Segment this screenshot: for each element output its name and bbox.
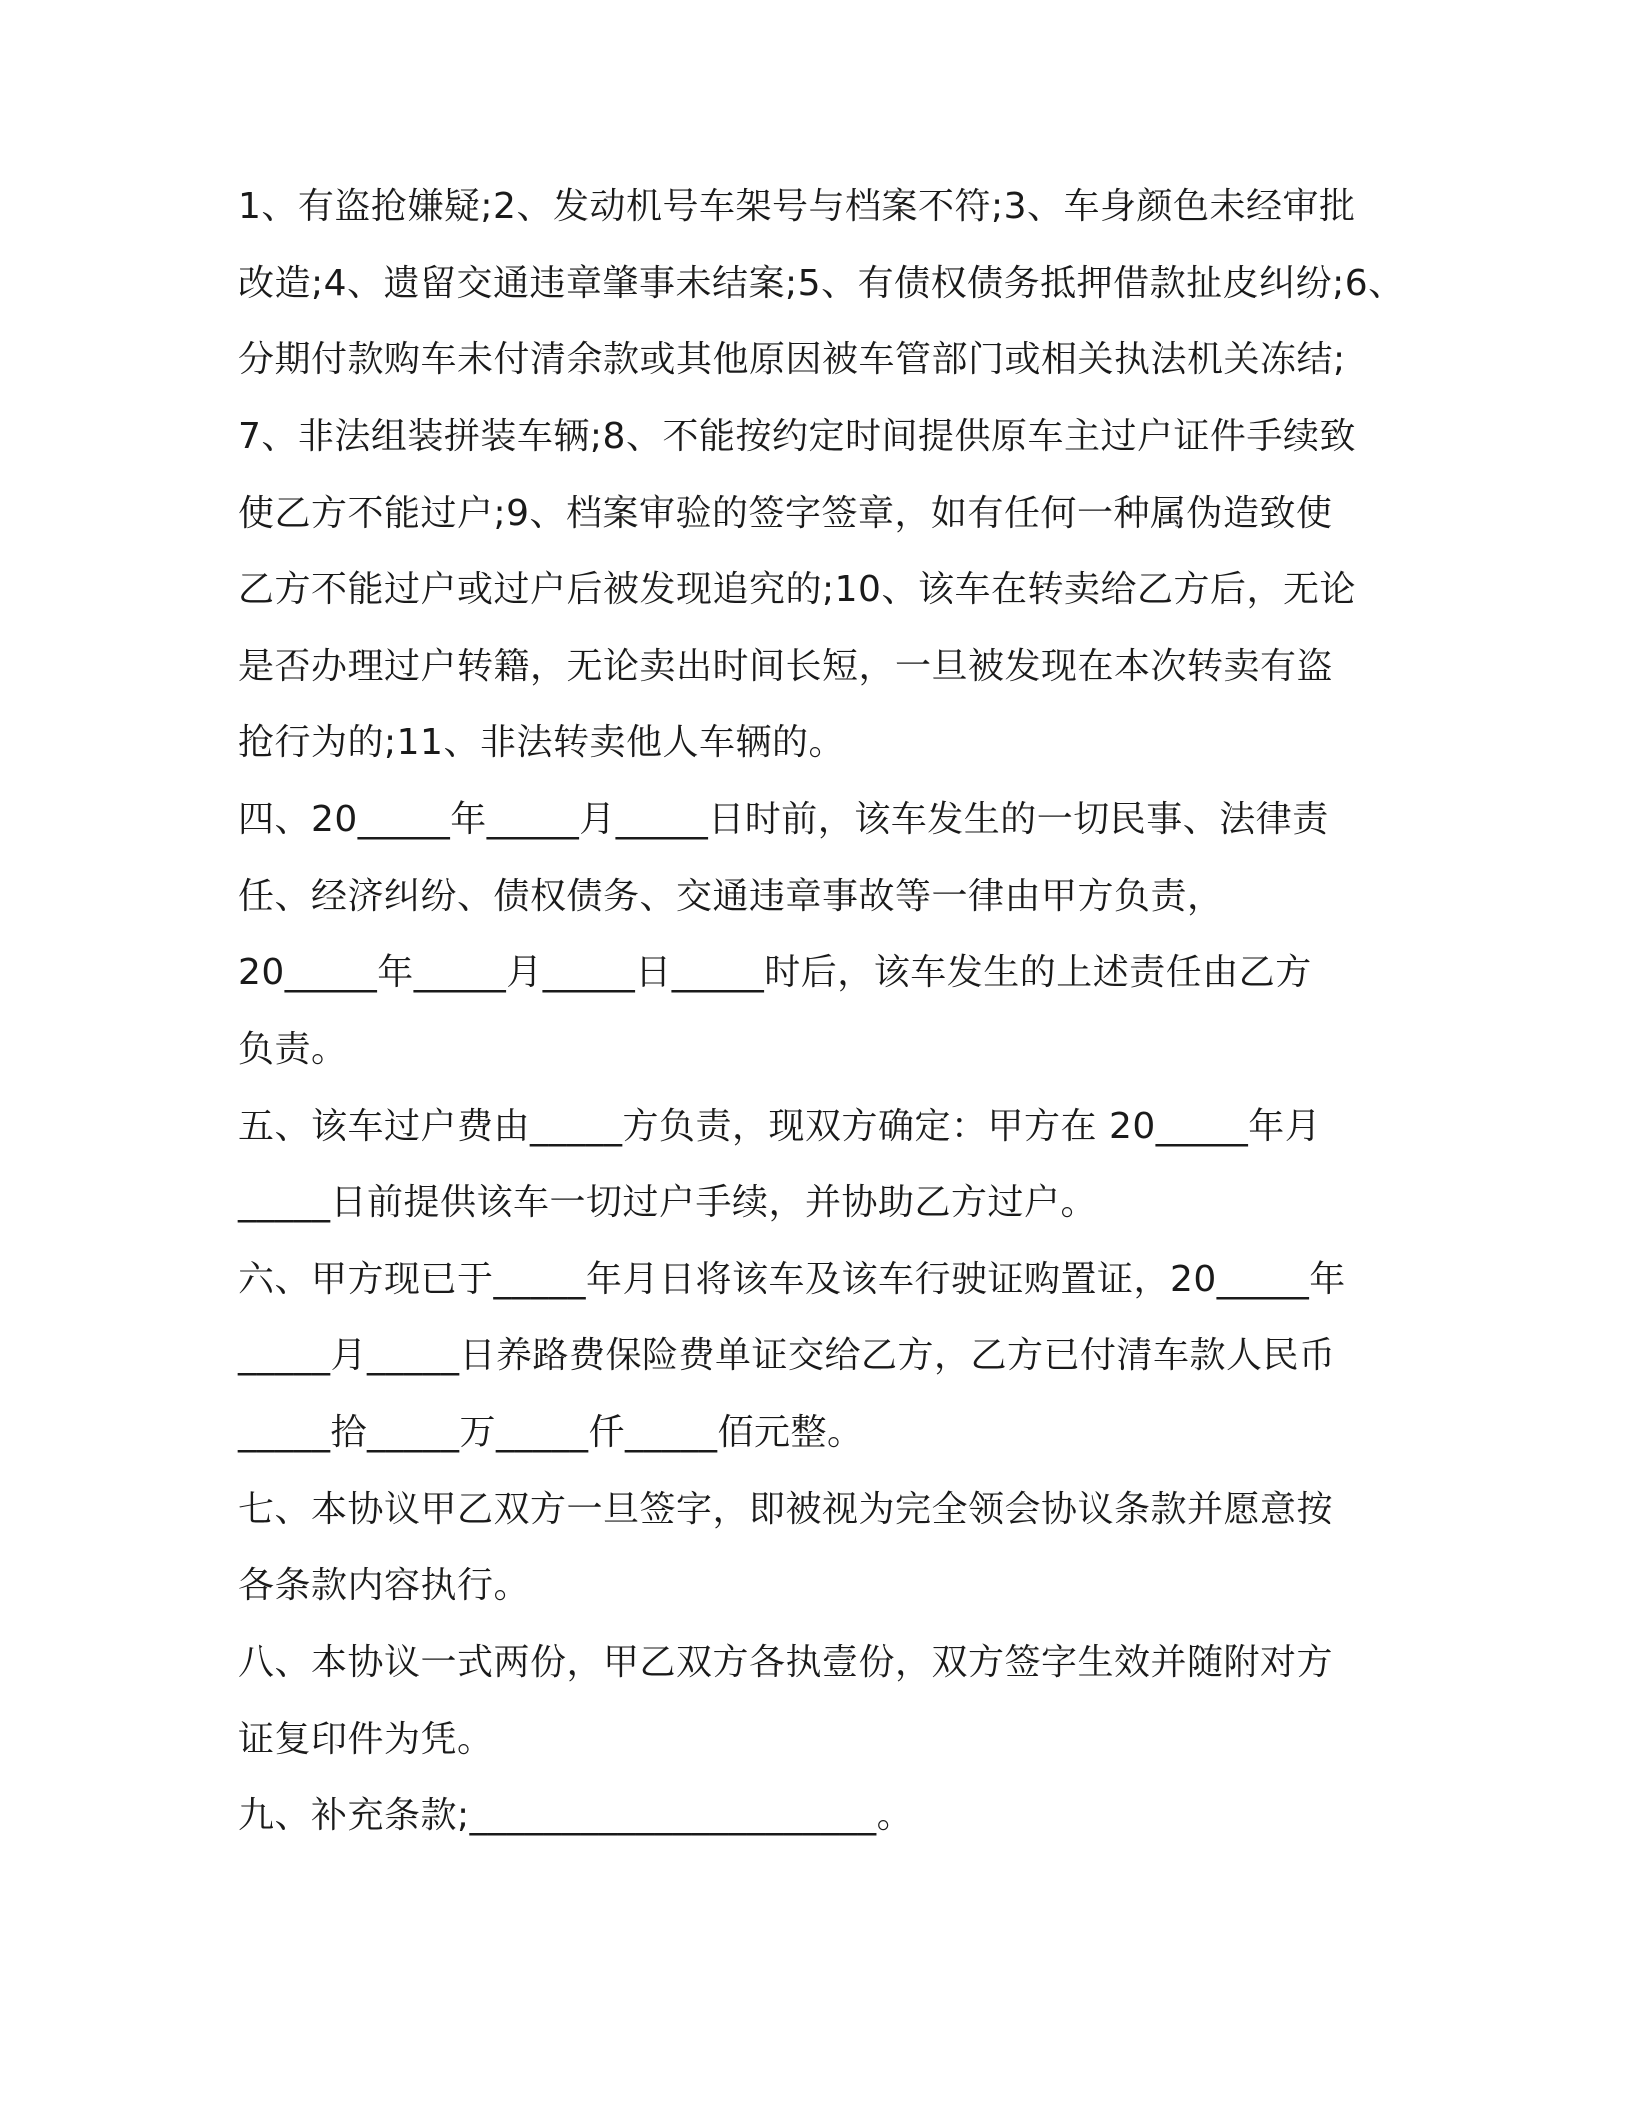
text-line: 改造;4、遗留交通违章肇事未结案;5、有债权债务抵押借款扯皮纠纷;6、 [238, 263, 1405, 304]
text-line: 五、该车过户费由_____方负责，现双方确定：甲方在 20_____年月 [238, 1106, 1322, 1147]
text-line: _____日前提供该车一切过户手续，并协助乙方过户。 [238, 1182, 1098, 1223]
text-line: 负责。 [238, 1029, 348, 1070]
text-line: 1、有盗抢嫌疑;2、发动机号车架号与档案不符;3、车身颜色未经审批 [238, 186, 1356, 227]
text-line: 证复印件为凭。 [238, 1719, 494, 1760]
text-line: 各条款内容执行。 [238, 1565, 531, 1606]
text-line: 八、本协议一式两份，甲乙双方各执壹份，双方签字生效并随附对方 [238, 1642, 1334, 1683]
text-line: 20_____年_____月_____日_____时后，该车发生的上述责任由乙方 [238, 952, 1312, 993]
text-line: 抢行为的;11、非法转卖他人车辆的。 [238, 722, 845, 763]
text-line: 六、甲方现已于_____年月日将该车及该车行驶证购置证，20_____年 [238, 1259, 1346, 1300]
text-line: 7、非法组装拼装车辆;8、不能按约定时间提供原车主过户证件手续致 [238, 416, 1356, 457]
text-line: 乙方不能过户或过户后被发现追究的;10、该车在转卖给乙方后，无论 [238, 569, 1356, 610]
text-line: _____拾_____万_____仟_____佰元整。 [238, 1412, 864, 1453]
text-line: 是否办理过户转籍，无论卖出时间长短，一旦被发现在本次转卖有盗 [238, 646, 1334, 687]
text-line: 九、补充条款;______________________。 [238, 1795, 914, 1836]
text-line: 七、本协议甲乙双方一旦签字，即被视为完全领会协议条款并愿意按 [238, 1489, 1334, 1530]
text-line: 分期付款购车未付清余款或其他原因被车管部门或相关执法机关冻结; [238, 339, 1346, 380]
text-line: 任、经济纠纷、债权债务、交通违章事故等一律由甲方负责， [238, 876, 1224, 917]
text-line: 四、20_____年_____月_____日时前，该车发生的一切民事、法律责 [238, 799, 1329, 840]
text-line: _____月_____日养路费保险费单证交给乙方，乙方已付清车款人民币 [238, 1335, 1336, 1376]
text-line: 使乙方不能过户;9、档案审验的签字签章，如有任何一种属伪造致使 [238, 493, 1333, 534]
